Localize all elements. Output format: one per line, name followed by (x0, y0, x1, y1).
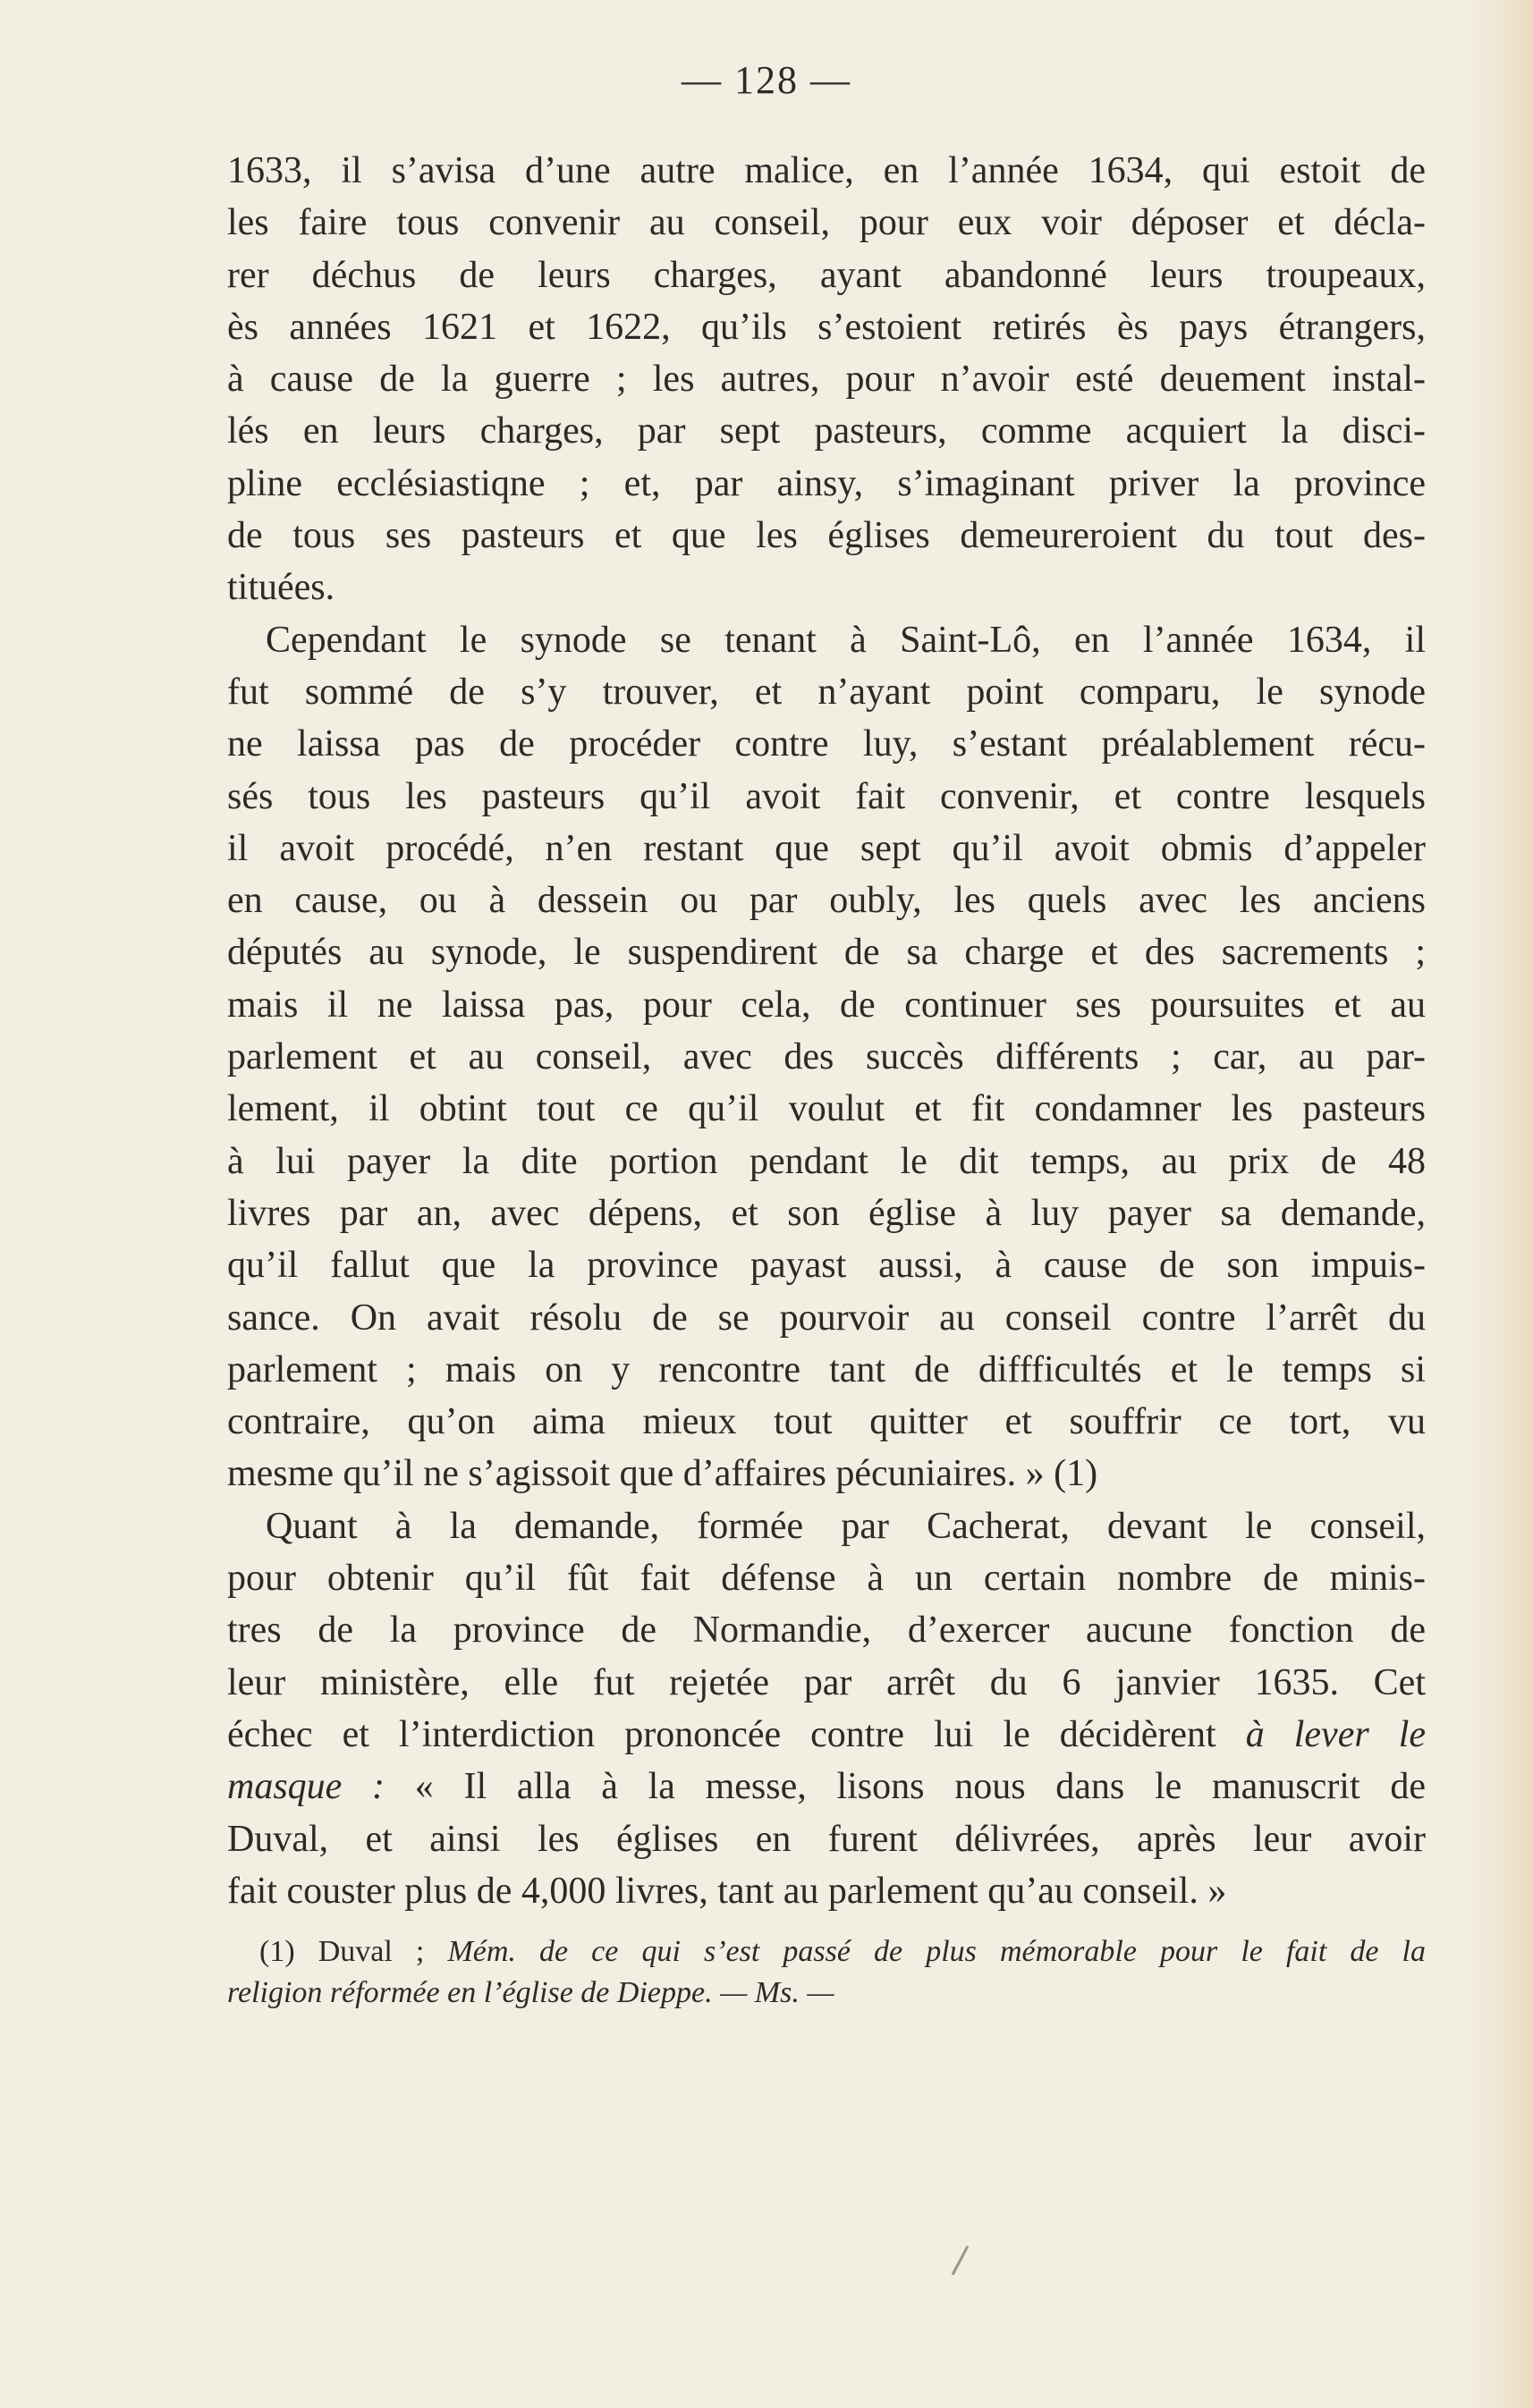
text-line: qu’il fallut que la province payast aussi, à cause de son impuis- (227, 1245, 1426, 1287)
text-line: ne laissa pas de procéder contre luy, s’estant préalablement récu- (227, 723, 1426, 765)
text-line: contraire, qu’on aima mieux tout quitter et souffrir ce tort, vu (227, 1401, 1426, 1443)
text-line: députés au synode, le suspendirent de sa charge et des sacrements ; (227, 932, 1426, 974)
text-line: rer déchus de leurs charges, ayant abandonné leurs troupeaux, (227, 254, 1426, 296)
text-line: lement, il obtint tout ce qu’il voulut et fit condamner les pasteurs (227, 1088, 1426, 1130)
text-line: pline ecclésiastiqne ; et, par ainsy, s’imaginant priver la province (227, 462, 1426, 504)
text-line: lés en leurs charges, par sept pasteurs, comme acquiert la disci- (227, 410, 1426, 452)
text-line: à cause de la guerre ; les autres, pour n’avoir esté deuement instal- (227, 359, 1426, 401)
text-line: il avoit procédé, n’en restant que sept qu’il avoit obmis d’appeler (227, 827, 1426, 869)
text-line: Quant à la demande, formée par Cacherat, devant le conseil, (266, 1505, 1426, 1547)
footnote-ref: (1) Duval ; (259, 1935, 425, 1969)
text-line: parlement et au conseil, avec des succès différents ; car, au par- (227, 1036, 1426, 1078)
text-line: les faire tous convenir au conseil, pour eux voir déposer et décla- (227, 202, 1426, 244)
text-line: Duval, et ainsi les églises en furent délivrées, après leur avoir (227, 1818, 1426, 1860)
footnote-title: Mém. de ce qui s’est passé de plus mémorable pour le fait de la (447, 1935, 1426, 1969)
text-line: sés tous les pasteurs qu’il avoit fait convenir, et contre lesquels (227, 775, 1426, 817)
text-line: livres par an, avec dépens, et son église à luy payer sa demande, (227, 1192, 1426, 1234)
text-line: en cause, ou à dessein ou par oubly, les quels avec les anciens (227, 880, 1426, 922)
text-line: fait couster plus de 4,000 livres, tant au parlement qu’au conseil. » (227, 1870, 1227, 1912)
text-line: à lui payer la dite portion pendant le dit temps, au prix de 48 (227, 1140, 1426, 1182)
text-line: Cependant le synode se tenant à Saint-Lô, en l’année 1634, il (266, 619, 1426, 661)
page-number: — 128 — (682, 58, 851, 102)
text-line: pour obtenir qu’il fût fait défense à un certain nombre de minis- (227, 1558, 1426, 1600)
text-line: parlement ; mais on y rencontre tant de diffficultés et le temps si (227, 1348, 1426, 1390)
text-line-part: « Il alla à la messe, lisons nous dans le manuscrit de (414, 1766, 1427, 1808)
text-line: tituées. (227, 567, 335, 609)
footnote (227, 1931, 1426, 2014)
text-line-part: échec et l’interdiction prononcée contre lui le décidèrent (227, 1713, 1216, 1755)
text-line: sance. On avait résolu de se pourvoir au conseil contre l’arrêt du (227, 1297, 1426, 1339)
stray-pencil-mark (952, 2245, 970, 2275)
text-line: leur ministère, elle fut rejetée par arrêt du 6 janvier 1635. Cet (227, 1661, 1426, 1703)
text-line (227, 1761, 1426, 1812)
text-line: fut sommé de s’y trouver, et n’ayant point comparu, le synode (227, 671, 1426, 713)
italic-phrase: à lever le (1245, 1713, 1427, 1755)
text-line: 1633, il s’avisa d’une autre malice, en l’année 1634, qui estoit de (227, 150, 1426, 191)
page-edge-shadow (1470, 0, 1533, 2408)
text-line: de tous ses pasteurs et que les églises demeureroient du tout des- (227, 515, 1426, 557)
italic-phrase: masque : (227, 1766, 385, 1808)
text-line: mais il ne laissa pas, pour cela, de continuer ses poursuites et au (227, 984, 1426, 1026)
text-line: tres de la province de Normandie, d’exercer aucune fonction de (227, 1610, 1426, 1652)
footnote-line (227, 1931, 1426, 1973)
footnote-line: religion réformée en l’église de Dieppe. — Ms. — (227, 1976, 834, 2010)
body-text (227, 145, 1426, 2014)
text-line: ès années 1621 et 1622, qu’ils s’estoient retirés ès pays étrangers, (227, 306, 1426, 348)
text-line: mesme qu’il ne s’agissoit que d’affaires pécuniaires. » (1) (227, 1453, 1098, 1495)
text-line (227, 1709, 1426, 1761)
